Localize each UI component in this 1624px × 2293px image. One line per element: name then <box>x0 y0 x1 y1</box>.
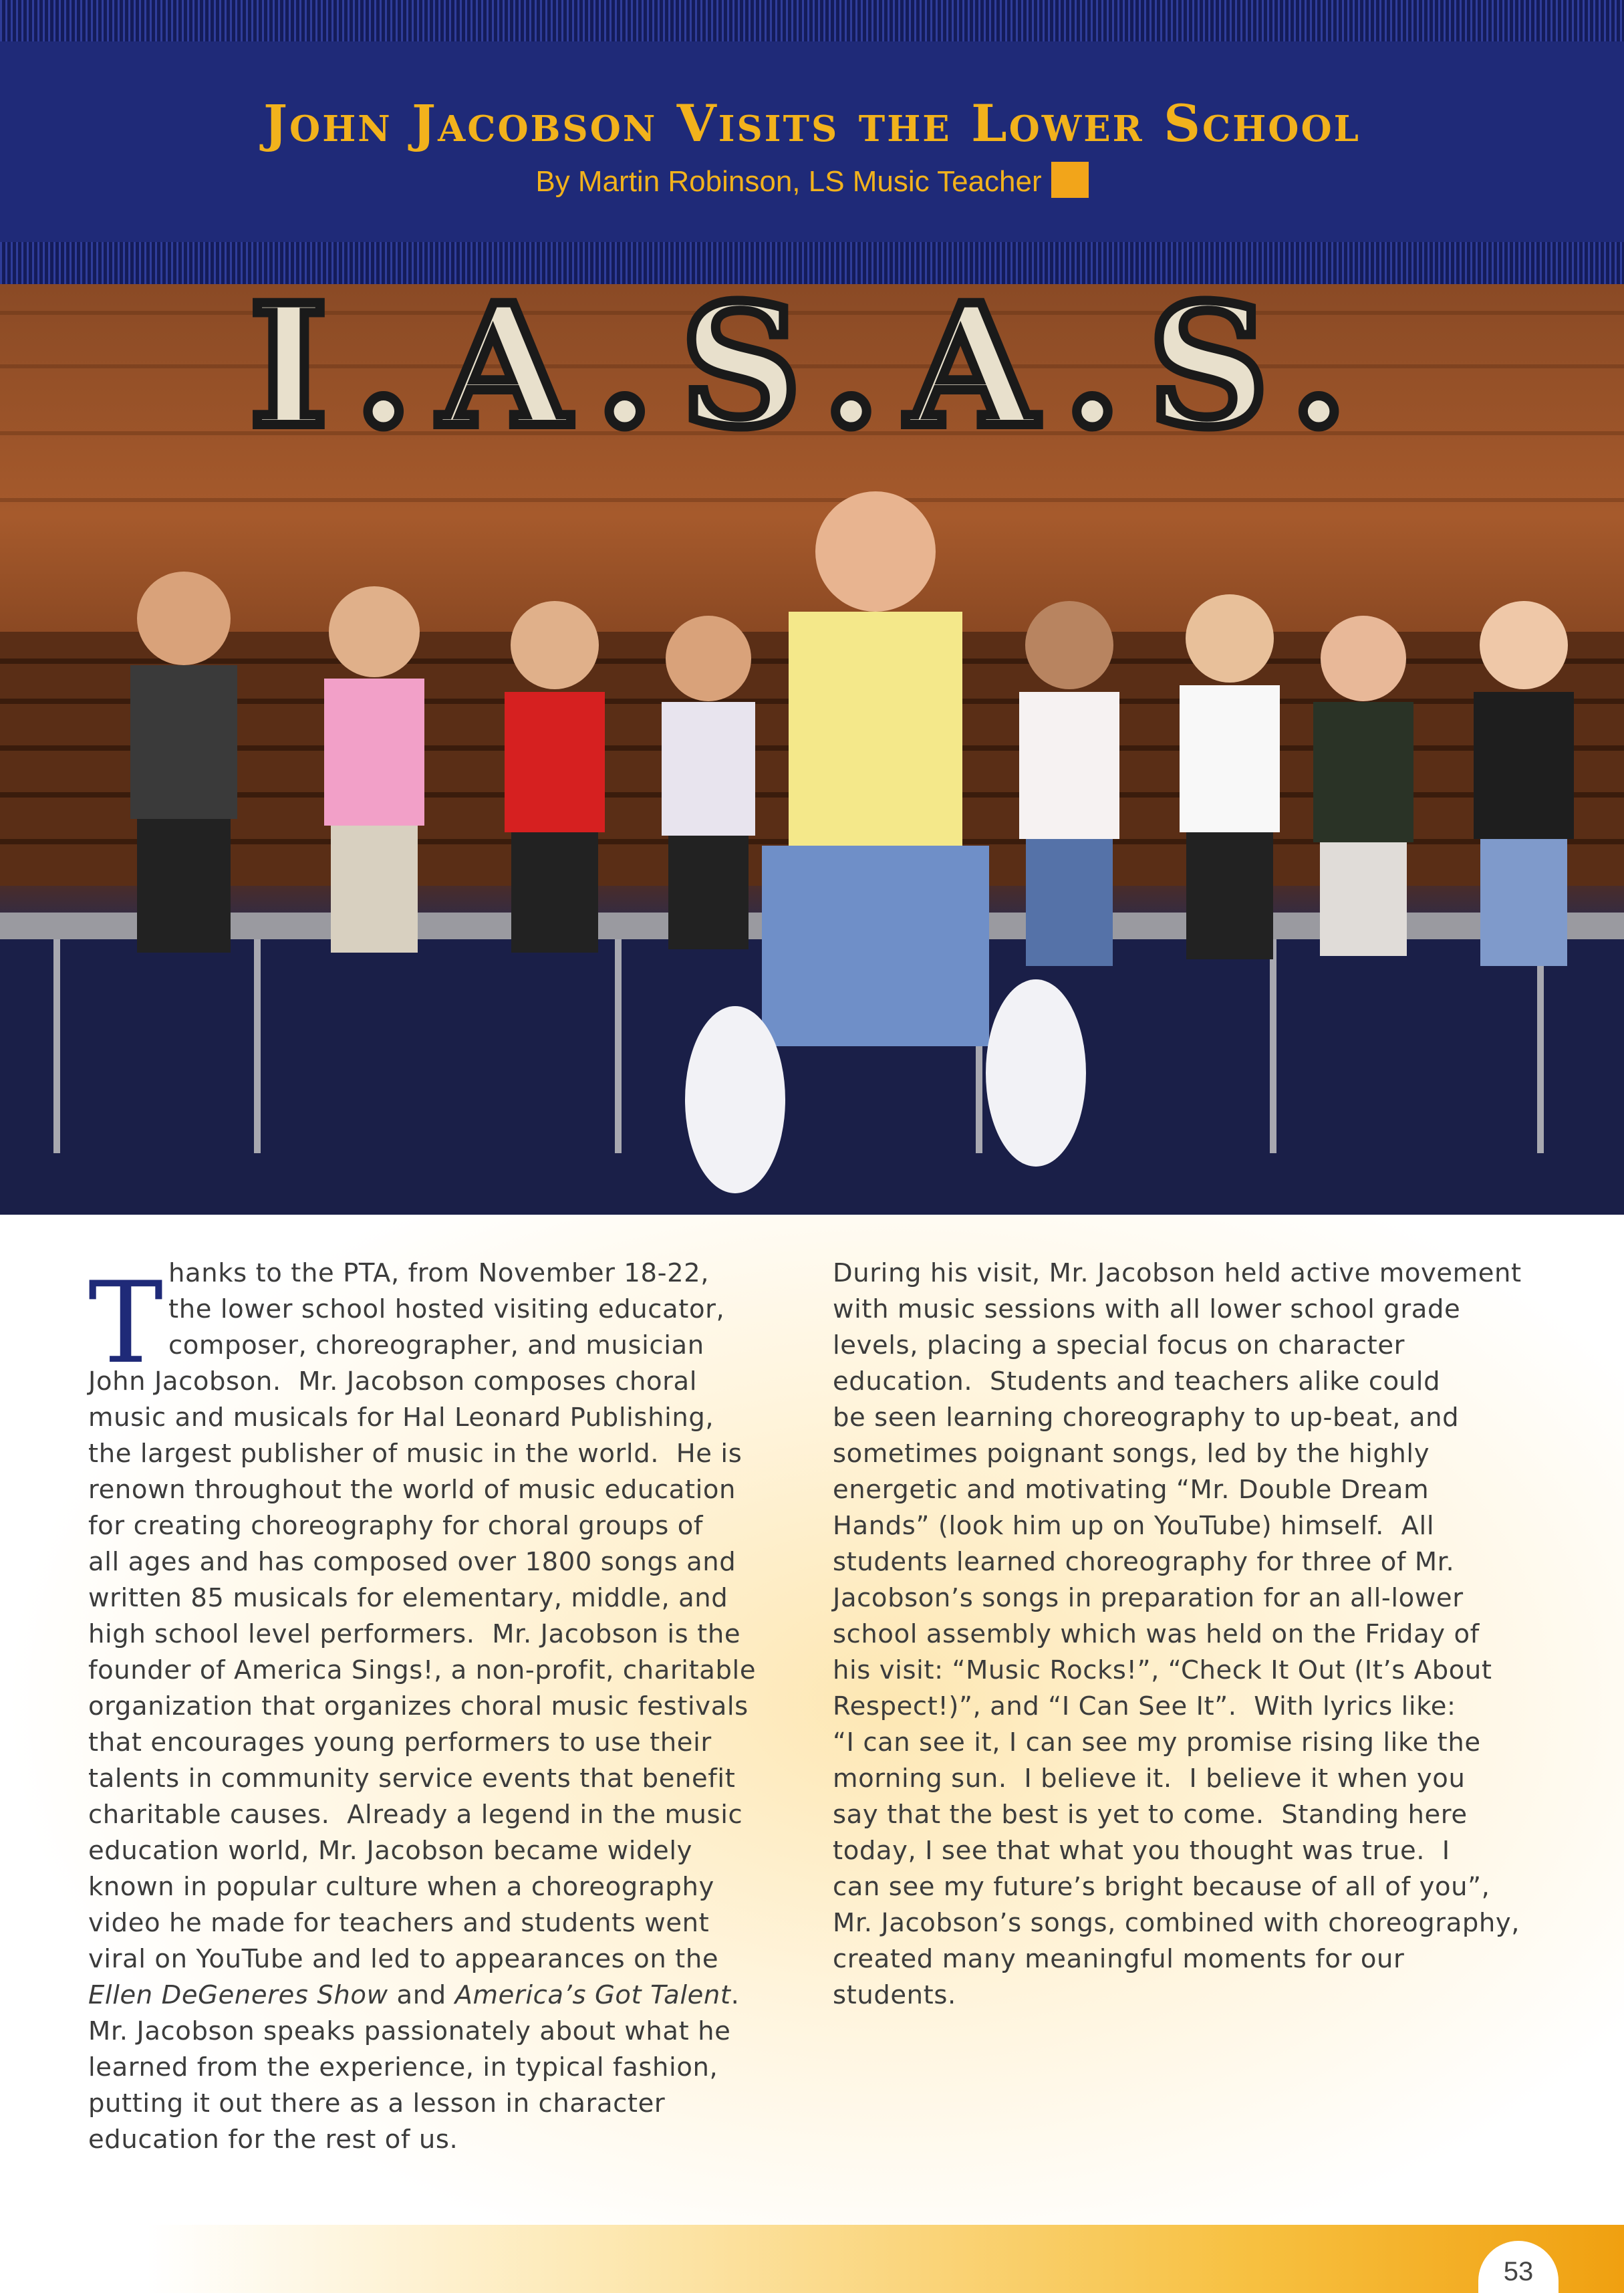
article-column-right <box>833 1255 1554 2014</box>
body-line: all ages and has composed over 1800 songs and <box>88 1547 736 1577</box>
body-line: the largest publisher of music in the world. He is <box>88 1439 742 1469</box>
child-4 <box>662 616 755 949</box>
body-line: known in popular culture when a choreography <box>88 1872 714 1902</box>
header-stripe-bottom <box>0 242 1624 284</box>
child-3 <box>505 601 605 953</box>
body-line: morning sun. I believe it. I believe it when you <box>833 1764 1466 1794</box>
period: . <box>730 1980 740 2010</box>
body-line: that encourages young performers to use their <box>88 1727 712 1758</box>
child-7 <box>1313 616 1413 956</box>
child-6 <box>1180 594 1280 959</box>
body-line: John Jacobson. Mr. Jacobson composes choral <box>88 1366 698 1397</box>
group-photo-illustration <box>0 284 1624 1215</box>
byline-text: By Martin Robinson, LS Music Teacher <box>535 165 1042 198</box>
body-line: hanks to the PTA, from November 18-22, <box>168 1258 710 1288</box>
show-title-agt: America’s Got Talent <box>454 1980 731 2010</box>
conjunction: and <box>388 1980 455 2010</box>
body-line: Mr. Jacobson speaks passionately about what he <box>88 2016 731 2046</box>
body-line: the lower school hosted visiting educator, <box>168 1294 725 1324</box>
wall-lettering: I.A.S.A.S. <box>249 284 1375 464</box>
body-line: levels, placing a special focus on character <box>833 1330 1405 1360</box>
body-line: Respect!)”, and “I Can See It”. With lyrics like: <box>833 1691 1456 1721</box>
body-line: high school level performers. Mr. Jacobson is the <box>88 1619 741 1649</box>
body-line: organization that organizes choral music festivals <box>88 1691 749 1721</box>
byline-square-icon <box>1051 162 1089 198</box>
body-line: students learned choreography for three of Mr. <box>833 1547 1455 1577</box>
body-line: talents in community service events that benefit <box>88 1764 736 1794</box>
body-line: Mr. Jacobson’s songs, combined with choreography, <box>833 1908 1520 1938</box>
body-line: learned from the experience, in typical fashion, <box>88 2052 718 2082</box>
footer-bar <box>147 2225 1624 2293</box>
header-stripe-top <box>0 0 1624 41</box>
drop-cap: T <box>88 1257 164 1389</box>
body-line: energetic and motivating “Mr. Double Dream <box>833 1475 1430 1505</box>
body-line: Hands” (look him up on YouTube) himself. All <box>833 1511 1435 1541</box>
body-line: During his visit, Mr. Jacobson held active movement <box>833 1258 1522 1288</box>
article-column-left <box>88 1255 783 2158</box>
body-line: renown throughout the world of music education <box>88 1475 736 1505</box>
body-line-shows <box>88 1977 783 2014</box>
group-photo <box>0 284 1624 1215</box>
body-line: education for the rest of us. <box>88 2125 458 2155</box>
body-line: putting it out there as a lesson in character <box>88 2088 666 2119</box>
child-1 <box>130 572 237 953</box>
article-byline <box>0 162 1624 199</box>
body-line: composer, choreographer, and musician <box>168 1330 704 1360</box>
body-line: for creating choreography for choral groups of <box>88 1511 704 1541</box>
body-line: education world, Mr. Jacobson became widely <box>88 1836 693 1866</box>
body-line: can see my future’s bright because of all of you”, <box>833 1872 1490 1902</box>
child-5 <box>1019 601 1119 966</box>
body-line: students. <box>833 1980 956 2010</box>
body-line: with music sessions with all lower school grade <box>833 1294 1461 1324</box>
body-line: created many meaningful moments for our <box>833 1944 1405 1974</box>
body-line: “I can see it, I can see my promise rising like the <box>833 1727 1481 1758</box>
child-2 <box>324 586 424 953</box>
page-number: 53 <box>1478 2241 1559 2293</box>
body-line: sometimes poignant songs, led by the highly <box>833 1439 1430 1469</box>
article-title: John Jacobson Visits the Lower School <box>263 94 1361 153</box>
body-line: Jacobson’s songs in preparation for an all-lower <box>833 1583 1464 1613</box>
show-title-ellen: Ellen DeGeneres Show <box>88 1980 388 2010</box>
body-line: music and musicals for Hal Leonard Publishing, <box>88 1403 714 1433</box>
body-line: charitable causes. Already a legend in the music <box>88 1800 743 1830</box>
body-line: his visit: “Music Rocks!”, “Check It Out (It’s About <box>833 1655 1492 1685</box>
body-line: video he made for teachers and students went <box>88 1908 710 1938</box>
body-line: say that the best is yet to come. Standing here <box>833 1800 1468 1830</box>
header-band <box>0 0 1624 284</box>
body-line: today, I see that what you thought was true. I <box>833 1836 1450 1866</box>
body-line: viral on YouTube and led to appearances on the <box>88 1944 719 1974</box>
body-line: be seen learning choreography to up-beat, and <box>833 1403 1460 1433</box>
body-line: education. Students and teachers alike could <box>833 1366 1441 1397</box>
body-line: founder of America Sings!, a non-profit, charitable <box>88 1655 757 1685</box>
body-line: school assembly which was held on the Friday of <box>833 1619 1480 1649</box>
child-8 <box>1474 601 1574 966</box>
body-line: written 85 musicals for elementary, middle, and <box>88 1583 728 1613</box>
